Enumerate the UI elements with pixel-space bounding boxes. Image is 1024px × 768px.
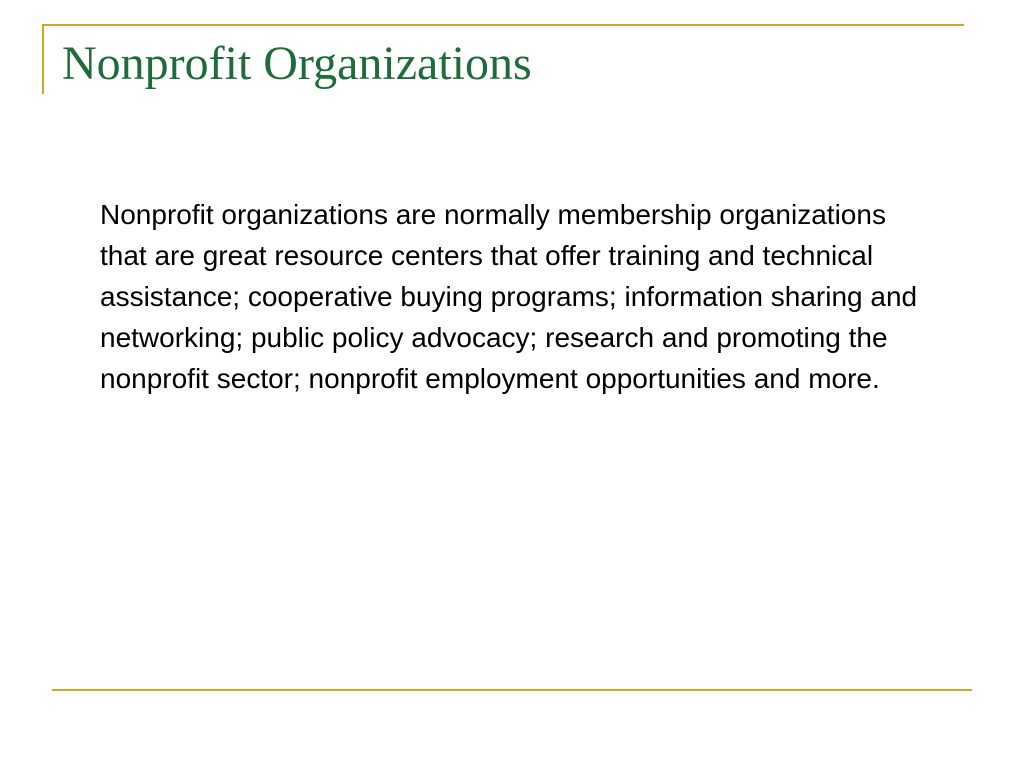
footer-divider-line [52, 689, 972, 691]
title-accent-top-line [42, 24, 964, 26]
slide-title: Nonprofit Organizations [62, 37, 532, 90]
title-accent-vertical-line [42, 24, 44, 94]
slide-body-text: Nonprofit organizations are normally membership organizations that are great resource centers that offer training and technical assistance; cooperative buying programs; information sharing and networking; public policy advocacy; research and promoting the nonprofit sector; nonprofit employment opportunities and more. [100, 199, 918, 394]
